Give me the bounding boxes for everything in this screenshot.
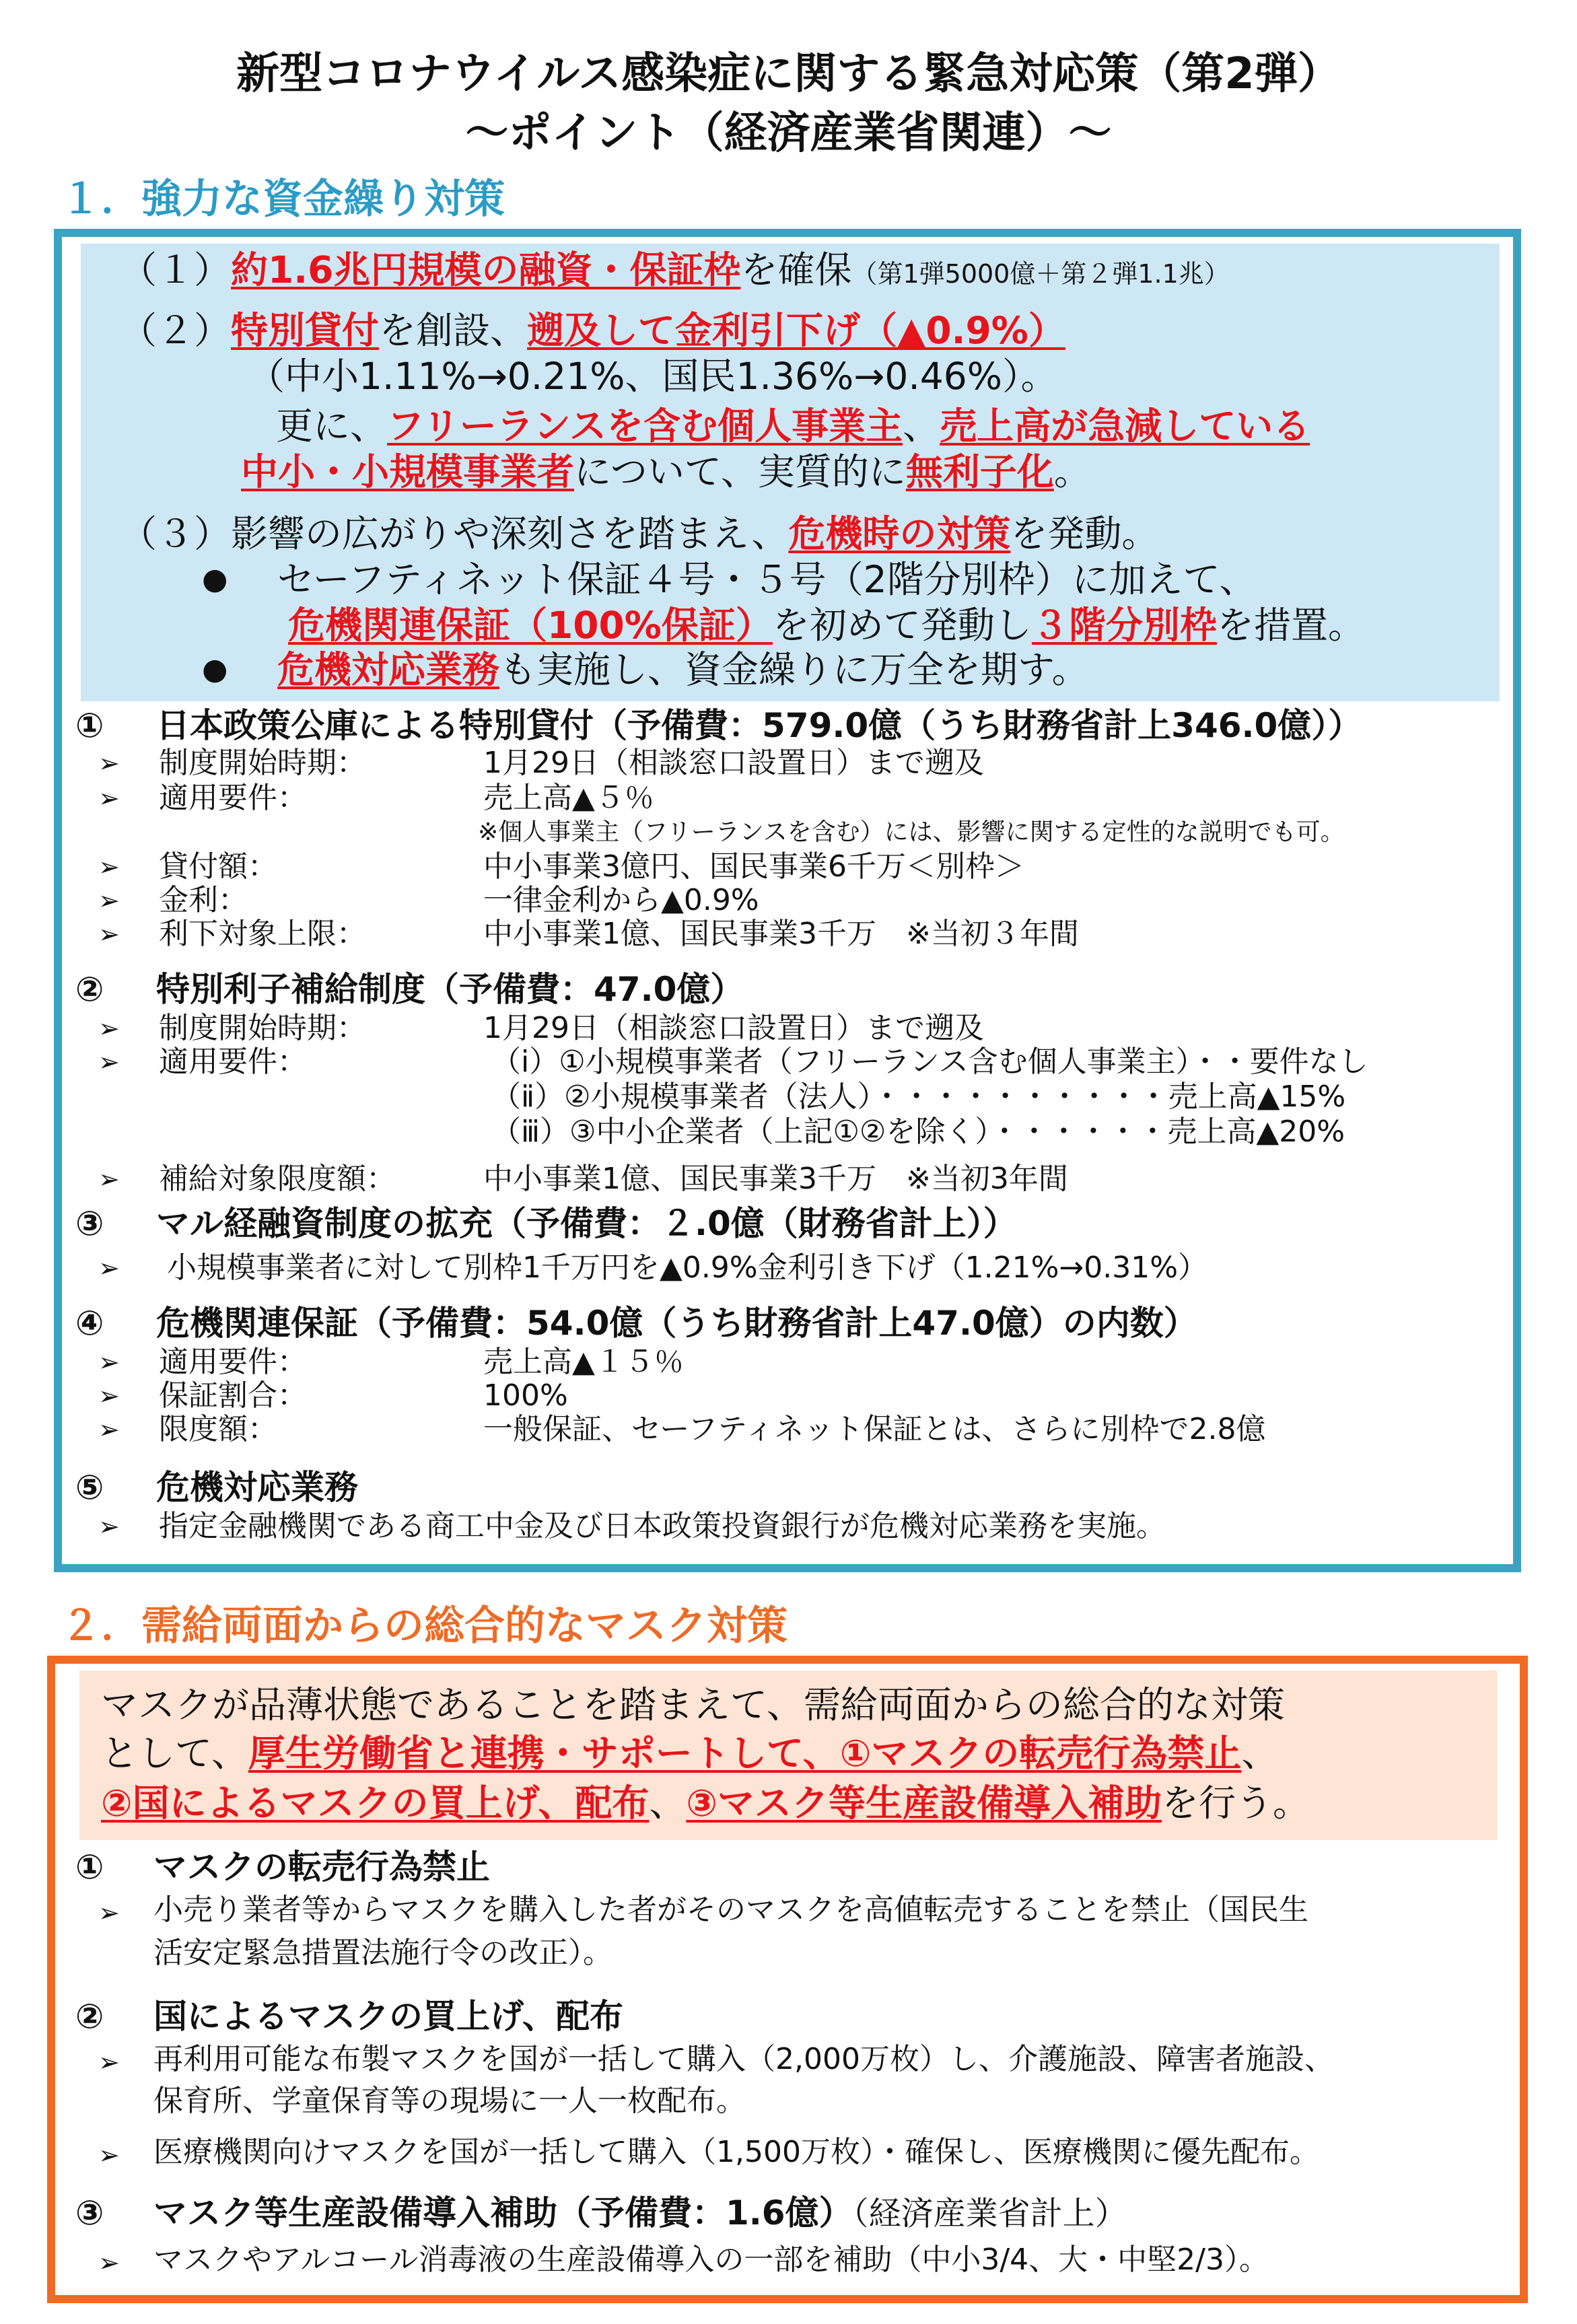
row-value: 1月29日（相談窓口設置日）まで遡及	[483, 746, 984, 780]
highlight: ②国によるマスクの買上げ、配布	[101, 1782, 650, 1825]
text: を発動。	[1010, 512, 1159, 555]
item-number: ④	[75, 1304, 104, 1343]
summary-point-2-line2: （中小1.11%→0.21%、国民1.36%→0.46%）。	[248, 355, 1058, 398]
item-number: ⑤	[75, 1468, 104, 1507]
summary-point-3-bullet1-line1: セーフティネット保証４号・５号（2階分別枠）に加えて、	[277, 558, 1257, 601]
bullet-icon: ●	[202, 652, 228, 686]
item-title: マル経融資制度の拡充（予備費：２.0億（財務省計上））	[156, 1204, 1017, 1243]
arrow-bullet-icon: ➢	[98, 1381, 120, 1411]
item-title: 危機関連保証（予備費：54.0億（うち財務省計上47.0億）の内数）	[156, 1304, 1197, 1343]
row-value: （ⅲ）③中小企業者（上記①②を除く）・・・・・・売上高▲20%	[491, 1115, 1345, 1149]
arrow-bullet-icon: ➢	[98, 852, 120, 882]
text: を創設、	[379, 309, 528, 352]
highlight: ③マスク等生産設備導入補助	[686, 1782, 1162, 1825]
item-title: マスク等生産設備導入補助（予備費：1.6億）	[153, 2193, 853, 2232]
arrow-bullet-icon: ➢	[98, 2140, 120, 2170]
section2-heading: ２．需給両面からの総合的なマスク対策	[61, 1603, 787, 1650]
item-title: 国によるマスクの買上げ、配布	[153, 1997, 623, 2036]
row-label: 適用要件：	[159, 1345, 307, 1379]
arrow-bullet-icon: ➢	[98, 1047, 120, 1077]
row-value: 100%	[483, 1378, 568, 1413]
summary-point-3-bullet1-line2	[288, 602, 1365, 649]
highlight: 危機関連保証（100%保証）	[288, 604, 773, 647]
arrow-bullet-icon: ➢	[98, 1347, 120, 1377]
item-title-line	[153, 2193, 1127, 2234]
text: 、	[649, 1782, 687, 1825]
row-label: 利下対象上限：	[159, 917, 366, 951]
row-value: 小規模事業者に対して別枠1千万円を▲0.9%金利引き下げ（1.21%→0.31%）	[167, 1251, 1208, 1285]
row-label: 補給対象限度額：	[159, 1162, 396, 1196]
summary-point-2-line4	[241, 448, 1091, 495]
row-label: 金利：	[159, 883, 248, 917]
text: を初めて発動し	[772, 604, 1032, 647]
item-title: 特別利子補給制度（予備費：47.0億）	[156, 970, 744, 1009]
arrow-bullet-icon: ➢	[98, 1164, 120, 1194]
arrow-bullet-icon: ➢	[98, 1014, 120, 1043]
row-value: 活安定緊急措置法施行令の改正）。	[153, 1936, 612, 1970]
highlight: 遡及して金利引下げ（▲0.9%）	[527, 309, 1065, 352]
item-number: ③	[75, 1204, 104, 1243]
highlight: 特別貸付	[231, 309, 380, 352]
section2-summary-line2	[101, 1730, 1278, 1777]
arrow-bullet-icon: ➢	[98, 748, 120, 778]
row-value: 小売り業者等からマスクを購入した者がそのマスクを高値転売することを禁止（国民生	[153, 1893, 1308, 1927]
row-value: 中小事業1億、国民事業3千万 ※当初３年間	[483, 917, 1079, 951]
text: 。	[1053, 450, 1091, 493]
text: を措置。	[1216, 604, 1365, 647]
summary-point-3-bullet2	[277, 646, 1089, 693]
row-value: 一律金利から▲0.9%	[483, 883, 759, 917]
item-number: ①	[75, 706, 104, 745]
row-value: 中小事業1億、国民事業3千万 ※当初3年間	[483, 1162, 1068, 1196]
row-label: 保証割合：	[159, 1378, 307, 1413]
bullet-icon: ●	[202, 562, 228, 596]
item-title: マスクの転売行為禁止	[153, 1847, 490, 1887]
arrow-bullet-icon: ➢	[98, 886, 120, 915]
highlight: 厚生労働省と連携・サポートして、①マスクの転売行為禁止	[248, 1732, 1242, 1775]
highlight: フリーランスを含む個人事業主	[387, 404, 903, 448]
arrow-bullet-icon: ➢	[98, 919, 120, 949]
row-value: 医療機関向けマスクを国が一括して購入（1,500万枚）・確保し、医療機関に優先配布。	[153, 2135, 1319, 2169]
item-number: ②	[75, 1997, 104, 2036]
highlight: 危機時の対策	[788, 512, 1011, 555]
summary-point-1	[120, 246, 1230, 297]
page-title: 新型コロナウイルス感染症に関する緊急対応策（第2弾）	[236, 49, 1341, 99]
point-number: （１）	[120, 248, 232, 291]
highlight: 売上高が急減している	[940, 404, 1310, 448]
arrow-bullet-icon: ➢	[98, 2047, 120, 2077]
point-number: （２）	[120, 309, 232, 352]
row-value: （ⅱ）②小規模事業者（法人）・・・・・・・・・・売上高▲15%	[491, 1080, 1346, 1114]
arrow-bullet-icon: ➢	[98, 783, 120, 813]
text: として、	[101, 1732, 248, 1775]
text: を行う。	[1161, 1782, 1310, 1825]
page-subtitle: ～ポイント（経済産業省関連）～	[465, 108, 1112, 158]
arrow-bullet-icon: ➢	[98, 1253, 120, 1283]
item-title: 日本政策公庫による特別貸付（予備費：579.0億（うち財務省計上346.0億））	[156, 706, 1362, 745]
text: も実施し、資金繰りに万全を期す。	[499, 648, 1089, 691]
row-value: 中小事業3億円、国民事業6千万＜別枠＞	[483, 849, 1024, 884]
highlight: 中小・小規模事業者	[241, 450, 575, 493]
text: 、	[1241, 1732, 1279, 1775]
row-value: 売上高▲５％	[483, 781, 654, 815]
row-label: 制度開始時期：	[159, 746, 366, 780]
summary-point-2-line1	[120, 307, 1065, 354]
text: について、実質的に	[574, 450, 906, 493]
item-title: 危機対応業務	[156, 1468, 358, 1507]
row-value: （ⅰ）①小規模事業者（フリーランス含む個人事業主）・・要件なし	[491, 1045, 1368, 1079]
arrow-bullet-icon: ➢	[98, 1898, 120, 1928]
highlight: 約1.6兆円規模の融資・保証枠	[231, 248, 741, 291]
row-value: 1月29日（相談窓口設置日）まで遡及	[483, 1011, 984, 1045]
item-number: ②	[75, 970, 104, 1009]
text: 影響の広がりや深刻さを踏まえ、	[231, 512, 789, 555]
arrow-bullet-icon: ➢	[98, 2248, 120, 2278]
row-value: 指定金融機関である商工中金及び日本政策投資銀行が危機対応業務を実施。	[159, 1509, 1166, 1543]
text: 、	[903, 404, 940, 448]
row-value: マスクやアルコール消毒液の生産設備導入の一部を補助（中小3/4、大・中堅2/3）。	[153, 2243, 1269, 2277]
arrow-bullet-icon: ➢	[98, 1512, 120, 1541]
row-note: ※個人事業主（フリーランスを含む）には、影響に関する定性的な説明でも可。	[478, 818, 1345, 846]
row-label: 適用要件：	[159, 781, 307, 815]
arrow-bullet-icon: ➢	[98, 1415, 120, 1444]
row-value: 保育所、学童保育等の現場に一人一枚配布。	[153, 2084, 746, 2118]
text: を確保	[740, 248, 852, 291]
section2-summary-line3	[101, 1780, 1310, 1827]
summary-point-2-line3	[276, 402, 1310, 450]
highlight: ３階分別枠	[1031, 604, 1217, 647]
highlight: 無利子化	[905, 450, 1054, 493]
row-value: 売上高▲１５％	[483, 1345, 684, 1379]
item-number: ③	[75, 2193, 104, 2232]
text: 更に、	[276, 404, 388, 448]
point-number: （３）	[120, 512, 232, 555]
row-value: 再利用可能な布製マスクを国が一括して購入（2,000万枚）し、介護施設、障害者施設、	[153, 2042, 1334, 2076]
item-title-suffix: （経済産業省計上）	[852, 2195, 1127, 2232]
summary-point-3-line1	[120, 510, 1158, 557]
note: （第1弾5000億＋第２弾1.1兆）	[851, 259, 1230, 289]
row-label: 制度開始時期：	[159, 1011, 366, 1045]
section2-summary-line1: マスクが品薄状態であることを踏まえて、需給両面からの総合的な対策	[101, 1683, 1285, 1726]
item-number: ①	[75, 1847, 104, 1887]
row-label: 適用要件：	[159, 1045, 307, 1079]
highlight: 危機対応業務	[277, 648, 500, 691]
row-label: 限度額：	[159, 1412, 277, 1446]
section1-heading: １．強力な資金繰り対策	[61, 176, 505, 223]
row-value: 一般保証、セーフティネット保証とは、さらに別枠で2.8億	[483, 1412, 1266, 1446]
row-label: 貸付額：	[159, 849, 277, 884]
